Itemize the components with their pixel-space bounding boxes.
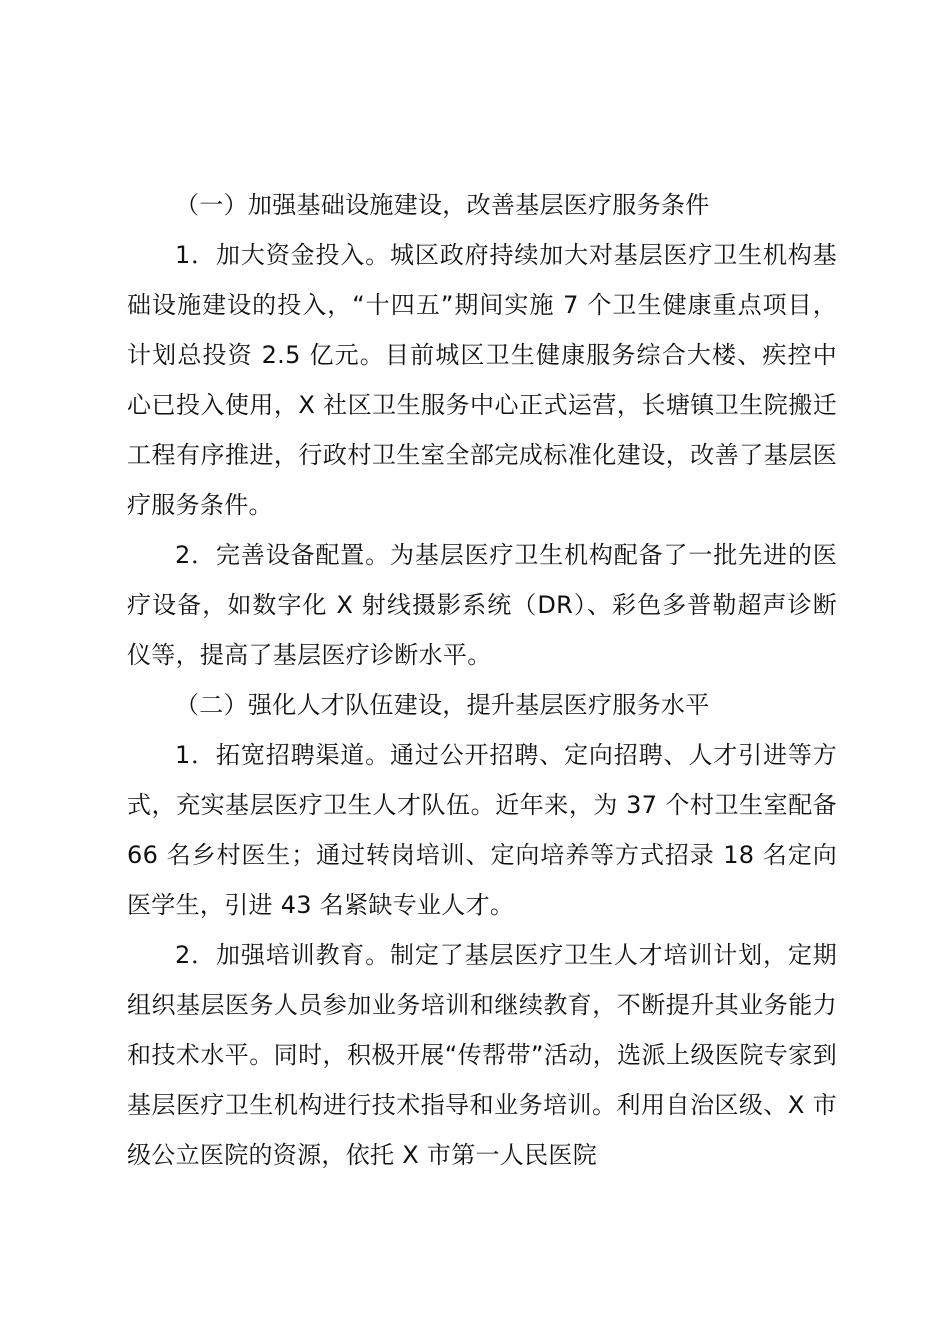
paragraph-equipment: 2．完善设备配置。为基层医疗卫生机构配备了一批先进的医疗设备，如数字化 X 射线摄影系统（DR）、彩色多普勒超声诊断仪等，提高了基层医疗诊断水平。 — [127, 541, 837, 669]
section-heading-1: （一）加强基础设施建设，改善基层医疗服务条件 — [175, 191, 710, 219]
section-heading-2: （二）强化人才队伍建设，提升基层医疗服务水平 — [175, 691, 710, 719]
paragraph-recruitment: 1．拓宽招聘渠道。通过公开招聘、定向招聘、人才引进等方式，充实基层医疗卫生人才队伍。近年来，为 37 个村卫生室配备 66 名乡村医生；通过转岗培训、定向培养等方式招录 18 名定向医学生，引进 43 名紧缺专业人才。 — [127, 741, 838, 919]
paragraph-funding: 1．加大资金投入。城区政府持续加大对基层医疗卫生机构基础设施建设的投入，“十四五”期间实施 7 个卫生健康重点项目，计划总投资 2.5 亿元。目前城区卫生健康服务综合大楼、疾控中心已投入使用，X 社区卫生服务中心正式运营，长塘镇卫生院搬迁工程有序推进，行政村卫生室全部完成标准化建设，改善了基层医疗服务条件。 — [127, 241, 837, 519]
document-body — [127, 180, 837, 1180]
paragraph-training: 2．加强培训教育。制定了基层医疗卫生人才培训计划，定期组织基层医务人员参加业务培训和继续教育，不断提升其业务能力和技术水平。同时，积极开展“传帮带”活动，选派上级医院专家到基层医疗卫生机构进行技术指导和业务培训。利用自治区级、X 市级公立医院的资源，依托 X 市第一人民医院 — [127, 941, 837, 1169]
